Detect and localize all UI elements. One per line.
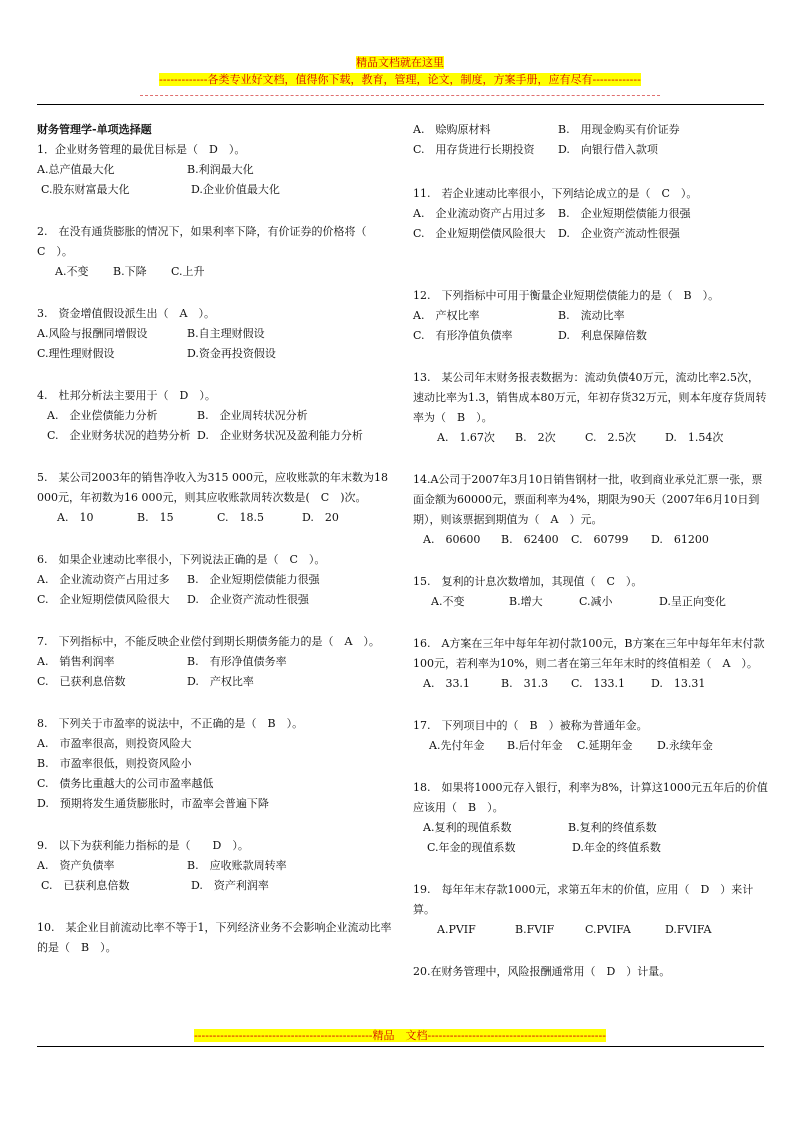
answer-option: A.先付年金 — [429, 739, 485, 752]
answer-option: B.增大 — [509, 595, 543, 608]
option-row — [413, 120, 768, 140]
answer-option: A. 产权比率 — [413, 309, 480, 322]
answer-option: C. 企业财务状况的趋势分析 — [47, 429, 191, 442]
answer-option: C.年金的现值系数 — [427, 841, 516, 854]
answer-option: A.不变 — [431, 595, 465, 608]
answer-option: D.企业价值最大化 — [191, 183, 280, 196]
option-row — [37, 734, 397, 754]
left-column — [37, 120, 397, 980]
question-text: 8. 下列关于市盈率的说法中，不正确的是（ B ）。 — [37, 717, 304, 730]
answer-option: D. 20 — [302, 511, 339, 524]
answer-option: B. 2次 — [515, 431, 556, 444]
answer-option: B. 应收账款周转率 — [187, 859, 287, 872]
option-row — [413, 326, 768, 346]
option-row — [37, 672, 397, 692]
option-row — [413, 736, 768, 756]
option-row — [37, 590, 397, 610]
answer-option: D. 产权比率 — [187, 675, 254, 688]
answer-option: D.年金的终值系数 — [572, 841, 661, 854]
question-item — [37, 550, 397, 610]
option-row — [37, 160, 397, 180]
answer-option: C. 133.1 — [571, 677, 626, 690]
answer-option: C. 已获利息倍数 — [41, 879, 130, 892]
question-item — [413, 368, 768, 448]
question-item — [37, 468, 397, 528]
answer-option: D. 企业财务状况及盈利能力分析 — [197, 429, 363, 442]
answer-option: C. 债务比重越大的公司市盈率越低 — [37, 777, 214, 790]
option-row — [37, 426, 397, 446]
question-text: 1．企业财务管理的最优目标是（ D ）。 — [37, 143, 246, 156]
answer-option: D.呈正向变化 — [659, 595, 726, 608]
option-row — [37, 406, 397, 426]
option-row — [37, 262, 397, 282]
question-text: 18. 如果将1000元存入银行，利率为8%，计算这1000元五年后的价值应该用（ B ）。 — [413, 781, 768, 814]
option-row — [37, 774, 397, 794]
answer-option: B. 企业周转状况分析 — [197, 409, 308, 422]
header-rule — [37, 104, 764, 105]
answer-option: C. 用存货进行长期投资 — [413, 143, 535, 156]
answer-option: B. 企业短期偿债能力很强 — [187, 573, 320, 586]
question-text: 10. 某企业目前流动比率不等于1，下列经济业务不会影响企业流动比率的是（ B ）。 — [37, 921, 392, 954]
option-row — [37, 570, 397, 590]
question-item — [413, 184, 768, 244]
right-column — [413, 120, 768, 1004]
footer-band: ------------------------------------------------精品 文档------------------------------------------------ — [194, 1029, 606, 1042]
option-row — [413, 920, 768, 940]
question-text: 2. 在没有通货膨胀的情况下，如果利率下降，有价证券的价格将（ C ）。 — [37, 225, 378, 258]
answer-option: A. 销售利润率 — [37, 655, 115, 668]
question-text: 9. 以下为获利能力指标的是（ D ）。 — [37, 839, 249, 852]
answer-option: D. 企业资产流动性很强 — [187, 593, 309, 606]
answer-option: A. 10 — [57, 511, 94, 524]
answer-option: A.不变 — [55, 265, 89, 278]
answer-option: A. 企业流动资产占用过多 — [37, 573, 170, 586]
question-text: 17. 下列项目中的（ B ）被称为普通年金。 — [413, 719, 648, 732]
question-text: 11. 若企业速动比率很小，下列结论成立的是（ C ）。 — [413, 187, 698, 200]
answer-option: A. 企业流动资产占用过多 — [413, 207, 546, 220]
option-row — [37, 876, 397, 896]
answer-option: A.复利的现值系数 — [423, 821, 512, 834]
option-row — [413, 818, 768, 838]
answer-option: D. 1.54次 — [665, 431, 724, 444]
option-row — [413, 838, 768, 858]
question-text: 20.在财务管理中，风险报酬通常用（ D ）计量。 — [413, 965, 671, 978]
answer-option: C. 企业短期偿债风险很大 — [413, 227, 546, 240]
header-subtitle: -------------各类专业好文档，值得你下载，教育，管理，论文，制度，方案手册，应有尽有------------- — [159, 73, 641, 86]
answer-option: C. 企业短期偿债风险很大 — [37, 593, 170, 606]
answer-option: C.PVIFA — [585, 923, 631, 936]
option-row — [37, 754, 397, 774]
question-item — [413, 716, 768, 756]
question-item — [37, 140, 397, 200]
question-item — [413, 962, 768, 982]
answer-option: A. 33.1 — [423, 677, 470, 690]
option-row — [413, 530, 768, 550]
answer-option: D. 资产利润率 — [191, 879, 269, 892]
option-row — [413, 204, 768, 224]
option-row — [37, 856, 397, 876]
question-item — [37, 836, 397, 896]
answer-option: A. 企业偿债能力分析 — [47, 409, 158, 422]
answer-option: B. 有形净值债务率 — [187, 655, 287, 668]
question-text: 16. A方案在三年中每年年初付款100元，B方案在三年中每年年末付款100元，若利率为10%，则二者在第三年年末时的终值相差（ A ）。 — [413, 637, 765, 670]
answer-option: A.总产值最大化 — [37, 163, 115, 176]
answer-option: C. 60799 — [571, 533, 629, 546]
answer-option: B.FVIF — [515, 923, 555, 936]
answer-option: C. 已获利息倍数 — [37, 675, 126, 688]
answer-option: B. 15 — [137, 511, 174, 524]
answer-option: C.延期年金 — [577, 739, 633, 752]
option-row — [37, 794, 397, 814]
question-text: 14.A公司于2007年3月10日销售钢材一批，收到商业承兑汇票一张，票面金额为60000元，票面利率为4%，期限为90天（2007年6月10日到期），则该票据到期值为（ A ）元。 — [413, 473, 763, 526]
question-item — [413, 778, 768, 858]
answer-option: D. 企业资产流动性很强 — [558, 227, 680, 240]
question-item — [37, 714, 397, 814]
answer-option: B. 市盈率很低，则投资风险小 — [37, 757, 192, 770]
answer-option: B.后付年金 — [507, 739, 563, 752]
section-title: 财务管理学-单项选择题 — [37, 123, 152, 136]
answer-option: B. 62400 — [501, 533, 559, 546]
right-question-list — [413, 120, 768, 982]
answer-option: B.自主理财假设 — [187, 327, 265, 340]
question-item — [413, 470, 768, 550]
question-text: 3. 资金增值假设派生出（ A ）。 — [37, 307, 215, 320]
answer-option: B. 流动比率 — [558, 309, 625, 322]
answer-option: C.减小 — [579, 595, 613, 608]
answer-option: D. 61200 — [651, 533, 709, 546]
option-row — [413, 592, 768, 612]
question-item — [37, 386, 397, 446]
footer-rule — [37, 1046, 764, 1047]
question-item — [37, 918, 397, 958]
answer-option: A. 60600 — [423, 533, 481, 546]
answer-option: D.FVIFA — [665, 923, 712, 936]
answer-option: A. 资产负债率 — [37, 859, 115, 872]
question-item — [37, 304, 397, 364]
option-row — [413, 306, 768, 326]
question-text: 4. 杜邦分析法主要用于（ D ）。 — [37, 389, 216, 402]
answer-option: B.下降 — [113, 265, 147, 278]
answer-option: B. 用现金购买有价证券 — [558, 123, 680, 136]
answer-option: B. 企业短期偿债能力很强 — [558, 207, 691, 220]
header-dashed-divider — [140, 95, 660, 96]
question-text: 6. 如果企业速动比率很小，下列说法正确的是（ C ）。 — [37, 553, 326, 566]
answer-option: B.利润最大化 — [187, 163, 254, 176]
answer-option: C.上升 — [171, 265, 205, 278]
question-item — [37, 632, 397, 692]
answer-option: D.资金再投资假设 — [187, 347, 276, 360]
answer-option: D. 13.31 — [651, 677, 706, 690]
option-row — [37, 180, 397, 200]
option-row — [37, 652, 397, 672]
answer-option: A.风险与报酬同增假设 — [37, 327, 148, 340]
question-item — [413, 880, 768, 940]
option-row — [413, 224, 768, 244]
answer-option: A. 赊购原材料 — [413, 123, 491, 136]
left-question-list — [37, 140, 397, 958]
option-row — [413, 428, 768, 448]
answer-option: D. 向银行借入款项 — [558, 143, 658, 156]
option-row — [413, 674, 768, 694]
answer-option: C. 有形净值负债率 — [413, 329, 513, 342]
question-item — [37, 222, 397, 282]
question-text: 5. 某公司2003年的销售净收入为315 000元，应收账款的年末数为18 000元，年初数为16 000元，则其应收账款周转次数是( C )次。 — [37, 471, 388, 504]
answer-option: D. 利息保障倍数 — [558, 329, 647, 342]
answer-option: A.PVIF — [437, 923, 476, 936]
option-row — [413, 140, 768, 160]
answer-option: A. 市盈率很高，则投资风险大 — [37, 737, 192, 750]
question-item — [413, 634, 768, 694]
answer-option: C.理性理财假设 — [37, 347, 115, 360]
question-text: 15. 复利的计息次数增加，其现值（ C ）。 — [413, 575, 643, 588]
answer-option: C. 2.5次 — [585, 431, 637, 444]
question-text: 13. 某公司年末财务报表数据为：流动负债40万元，流动比率2.5次，速动比率为1.3，销售成本80万元，年初存货32万元，则本年度存货周转率为（ B ）。 — [413, 371, 767, 424]
question-item — [413, 120, 768, 160]
option-row — [37, 508, 397, 528]
answer-option: A. 1.67次 — [437, 431, 495, 444]
header-title: 精品文档就在这里 — [356, 56, 444, 69]
question-text: 19. 每年年末存款1000元，求第五年末的价值，应用（ D ）来计算。 — [413, 883, 754, 916]
answer-option: B. 31.3 — [501, 677, 549, 690]
question-text: 12. 下列指标中可用于衡量企业短期偿债能力的是（ B ）。 — [413, 289, 720, 302]
question-item — [413, 572, 768, 612]
question-text: 7. 下列指标中，不能反映企业偿付到期长期债务能力的是（ A ）。 — [37, 635, 380, 648]
answer-option: C.股东财富最大化 — [41, 183, 130, 196]
answer-option: D. 预期将发生通货膨胀时，市盈率会普遍下降 — [37, 797, 269, 810]
option-row — [37, 344, 397, 364]
answer-option: B.复利的终值系数 — [568, 821, 657, 834]
answer-option: C. 18.5 — [217, 511, 265, 524]
question-item — [413, 286, 768, 346]
option-row — [37, 324, 397, 344]
answer-option: D.永续年金 — [657, 739, 713, 752]
